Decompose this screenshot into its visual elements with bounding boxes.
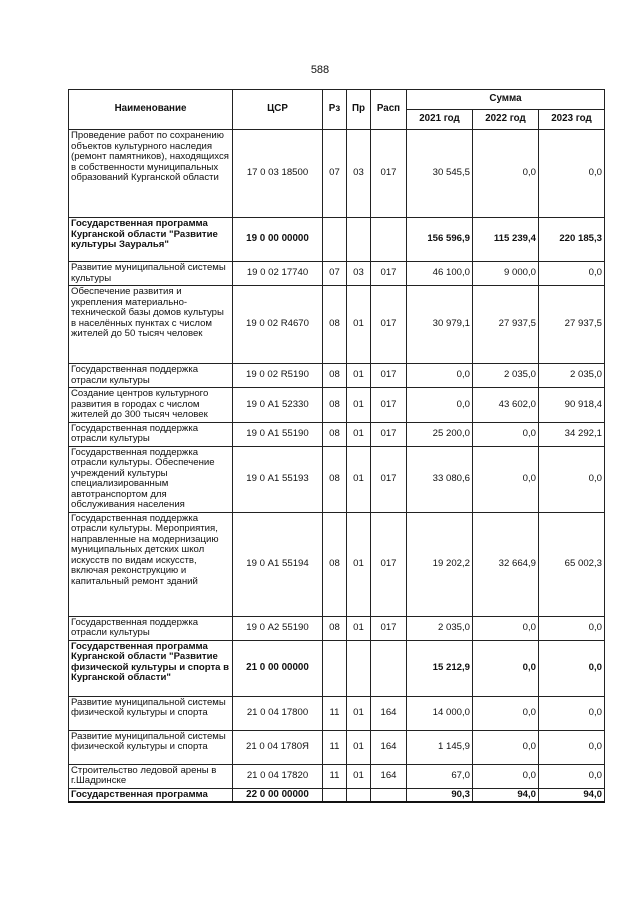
- row-csr: 19 0 02 R5190: [233, 364, 323, 388]
- row-rasp: 017: [371, 130, 407, 218]
- row-csr: 21 0 04 1780Я: [233, 730, 323, 764]
- row-pr: 03: [347, 130, 371, 218]
- row-name: Государственная поддержка отрасли культуры. Мероприятия, направленные на модернизацию муниципальных детских школ искусств по видам искусств, включая реконструкцию и капитальный ремонт зданий: [69, 512, 233, 616]
- row-sum-2023: 0,0: [539, 764, 605, 788]
- row-sum-2022: 0,0: [473, 616, 539, 640]
- row-sum-2021: 156 596,9: [407, 218, 473, 262]
- row-sum-2021: 30 979,1: [407, 286, 473, 364]
- row-sum-2023: 0,0: [539, 640, 605, 696]
- row-rasp: 164: [371, 764, 407, 788]
- page-number: 588: [310, 64, 330, 76]
- row-sum-2023: 2 035,0: [539, 364, 605, 388]
- row-sum-2021: 19 202,2: [407, 512, 473, 616]
- row-rz: 08: [323, 286, 347, 364]
- row-sum-2023: 0,0: [539, 616, 605, 640]
- row-rasp: 017: [371, 616, 407, 640]
- table-row: [69, 422, 605, 446]
- row-rasp: 164: [371, 696, 407, 730]
- row-csr: 19 0 00 00000: [233, 218, 323, 262]
- row-sum-2022: 0,0: [473, 764, 539, 788]
- header-2022: 2022 год: [473, 110, 539, 130]
- row-sum-2022: 0,0: [473, 130, 539, 218]
- row-name: Развитие муниципальной системы физической культуры и спорта: [69, 730, 233, 764]
- row-rz: 08: [323, 446, 347, 512]
- row-name: Проведение работ по сохранению объектов культурного наследия (ремонт памятников), находящихся в собственности муниципальных образований Курганской области: [69, 130, 233, 218]
- row-sum-2021: 25 200,0: [407, 422, 473, 446]
- table-row: [69, 364, 605, 388]
- row-name: Государственная поддержка отрасли культуры: [69, 422, 233, 446]
- row-pr: [347, 218, 371, 262]
- row-pr: 01: [347, 696, 371, 730]
- row-sum-2022: 0,0: [473, 696, 539, 730]
- row-csr: 19 0 02 R4670: [233, 286, 323, 364]
- table-row: [69, 616, 605, 640]
- table-row: [69, 388, 605, 423]
- header-sum: Сумма: [407, 90, 605, 110]
- table-row: [69, 262, 605, 286]
- row-sum-2021: 0,0: [407, 364, 473, 388]
- row-pr: 01: [347, 512, 371, 616]
- row-sum-2023: 0,0: [539, 446, 605, 512]
- header-rz: Рз: [323, 90, 347, 130]
- row-rz: 08: [323, 388, 347, 423]
- row-sum-2022: 0,0: [473, 446, 539, 512]
- row-csr: 19 0 02 17740: [233, 262, 323, 286]
- row-pr: 01: [347, 446, 371, 512]
- table-row: [69, 640, 605, 696]
- row-sum-2022: 94,0: [473, 788, 539, 802]
- table-row: [69, 730, 605, 764]
- row-csr: 19 0 А2 55190: [233, 616, 323, 640]
- row-pr: [347, 788, 371, 802]
- row-csr: 22 0 00 00000: [233, 788, 323, 802]
- row-rasp: 017: [371, 422, 407, 446]
- row-name: Развитие муниципальной системы культуры: [69, 262, 233, 286]
- row-name: Государственная поддержка отрасли культуры: [69, 364, 233, 388]
- row-rz: 11: [323, 764, 347, 788]
- row-sum-2021: 30 545,5: [407, 130, 473, 218]
- header-rasp: Расп: [371, 90, 407, 130]
- row-sum-2021: 67,0: [407, 764, 473, 788]
- row-csr: 19 0 А1 52330: [233, 388, 323, 423]
- table-row: [69, 696, 605, 730]
- table-row: [69, 286, 605, 364]
- row-sum-2021: 1 145,9: [407, 730, 473, 764]
- row-csr: 17 0 03 18500: [233, 130, 323, 218]
- row-sum-2022: 115 239,4: [473, 218, 539, 262]
- row-pr: 01: [347, 364, 371, 388]
- row-sum-2023: 34 292,1: [539, 422, 605, 446]
- row-sum-2023: 90 918,4: [539, 388, 605, 423]
- row-rz: 11: [323, 730, 347, 764]
- row-sum-2023: 0,0: [539, 130, 605, 218]
- header-2021: 2021 год: [407, 110, 473, 130]
- row-rasp: 017: [371, 286, 407, 364]
- row-name: Государственная программа Курганской области "Развитие культуры Зауралья": [69, 218, 233, 262]
- row-sum-2022: 32 664,9: [473, 512, 539, 616]
- row-rz: [323, 640, 347, 696]
- row-pr: 01: [347, 422, 371, 446]
- table-row: [69, 764, 605, 788]
- row-sum-2021: 15 212,9: [407, 640, 473, 696]
- table-row: [69, 446, 605, 512]
- row-sum-2021: 14 000,0: [407, 696, 473, 730]
- row-rasp: 017: [371, 388, 407, 423]
- row-sum-2022: 43 602,0: [473, 388, 539, 423]
- row-rz: 11: [323, 696, 347, 730]
- row-sum-2023: 0,0: [539, 696, 605, 730]
- table-row: [69, 130, 605, 218]
- row-sum-2021: 33 080,6: [407, 446, 473, 512]
- row-sum-2022: 27 937,5: [473, 286, 539, 364]
- row-csr: 21 0 04 17820: [233, 764, 323, 788]
- row-rz: [323, 788, 347, 802]
- header-csr: ЦСР: [233, 90, 323, 130]
- row-name: Государственная поддержка отрасли культуры: [69, 616, 233, 640]
- row-csr: 21 0 00 00000: [233, 640, 323, 696]
- row-rasp: 017: [371, 262, 407, 286]
- row-name: Обеспечение развития и укрепления материально-технической базы домов культуры в населённых пунктах с числом жителей до 50 тысяч человек: [69, 286, 233, 364]
- row-csr: 21 0 04 17800: [233, 696, 323, 730]
- row-sum-2022: 9 000,0: [473, 262, 539, 286]
- row-sum-2023: 27 937,5: [539, 286, 605, 364]
- row-pr: 01: [347, 388, 371, 423]
- header-pr: Пр: [347, 90, 371, 130]
- table-row: [69, 788, 605, 802]
- row-pr: 01: [347, 764, 371, 788]
- row-sum-2023: 0,0: [539, 730, 605, 764]
- row-rasp: 017: [371, 512, 407, 616]
- row-name: Государственная программа Курганской области "Развитие физической культуры и спорта в Курганской области": [69, 640, 233, 696]
- row-rz: 07: [323, 262, 347, 286]
- row-rz: 08: [323, 616, 347, 640]
- row-rasp: 017: [371, 446, 407, 512]
- row-rasp: 017: [371, 364, 407, 388]
- row-rasp: 164: [371, 730, 407, 764]
- row-rasp: [371, 788, 407, 802]
- row-rz: 08: [323, 512, 347, 616]
- header-2023: 2023 год: [539, 110, 605, 130]
- row-sum-2021: 0,0: [407, 388, 473, 423]
- row-name: Развитие муниципальной системы физической культуры и спорта: [69, 696, 233, 730]
- row-pr: 03: [347, 262, 371, 286]
- row-pr: 01: [347, 616, 371, 640]
- row-sum-2023: 94,0: [539, 788, 605, 802]
- row-sum-2022: 0,0: [473, 422, 539, 446]
- row-csr: 19 0 А1 55190: [233, 422, 323, 446]
- table-row: [69, 218, 605, 262]
- row-csr: 19 0 А1 55193: [233, 446, 323, 512]
- row-name: Строительство ледовой арены в г.Шадринске: [69, 764, 233, 788]
- row-rz: 08: [323, 422, 347, 446]
- row-sum-2022: 0,0: [473, 640, 539, 696]
- row-pr: 01: [347, 286, 371, 364]
- row-sum-2023: 65 002,3: [539, 512, 605, 616]
- row-sum-2022: 0,0: [473, 730, 539, 764]
- row-sum-2023: 0,0: [539, 262, 605, 286]
- row-csr: 19 0 А1 55194: [233, 512, 323, 616]
- row-rasp: [371, 218, 407, 262]
- row-sum-2021: 2 035,0: [407, 616, 473, 640]
- header-name: Наименование: [69, 90, 233, 130]
- row-rasp: [371, 640, 407, 696]
- row-pr: [347, 640, 371, 696]
- row-rz: 07: [323, 130, 347, 218]
- row-sum-2022: 2 035,0: [473, 364, 539, 388]
- row-sum-2021: 46 100,0: [407, 262, 473, 286]
- row-pr: 01: [347, 730, 371, 764]
- row-sum-2023: 220 185,3: [539, 218, 605, 262]
- row-rz: [323, 218, 347, 262]
- row-name: Государственная программа: [69, 788, 233, 802]
- row-name: Государственная поддержка отрасли культуры. Обеспечение учреждений культуры специализированным автотранспортом для обслуживания населения: [69, 446, 233, 512]
- row-name: Создание центров культурного развития в городах с числом жителей до 300 тысяч человек: [69, 388, 233, 423]
- budget-table: [68, 89, 605, 803]
- row-sum-2021: 90,3: [407, 788, 473, 802]
- row-rz: 08: [323, 364, 347, 388]
- table-row: [69, 512, 605, 616]
